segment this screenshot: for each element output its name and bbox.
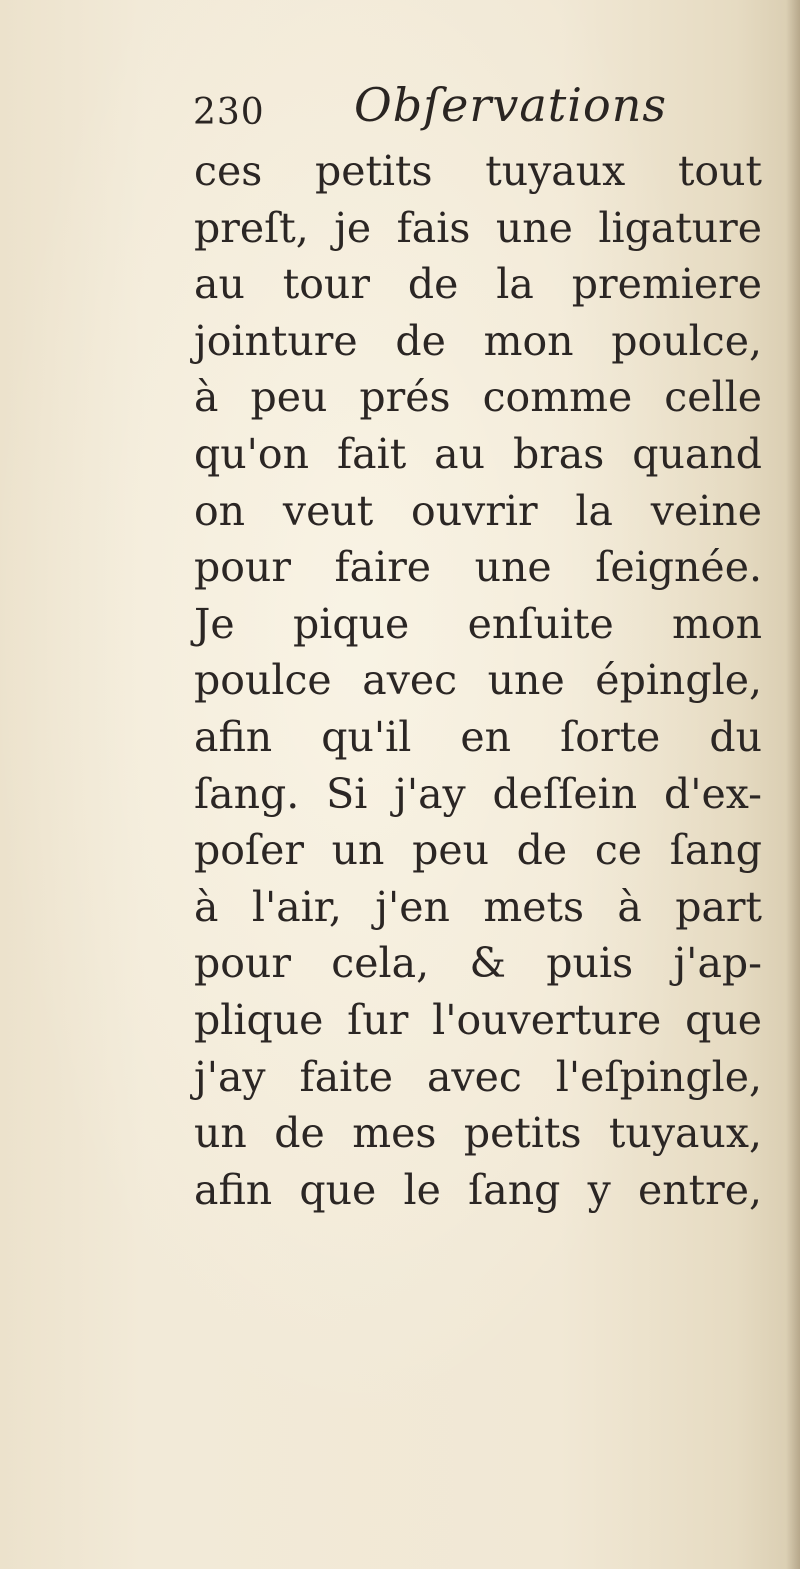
text-line: jointure de mon poulce,	[194, 316, 762, 365]
text-line: ſang. Si j'ay deſſein d'ex-	[194, 769, 762, 818]
text-line: à l'air, j'en mets à part	[194, 882, 762, 931]
text-line: on veut ouvrir la veine	[194, 486, 762, 535]
text-line: pour cela, & puis j'ap-	[194, 939, 762, 988]
text-line: afin que le ſang y entre,	[194, 1165, 762, 1214]
text-line: un de mes petits tuyaux,	[194, 1109, 762, 1158]
text-line: ces petits tuyaux tout	[194, 147, 762, 195]
page-number: 230	[193, 92, 265, 133]
text-line: plique ſur l'ouverture que	[194, 995, 762, 1044]
text-line: afin qu'il en ſorte du	[194, 712, 762, 761]
text-line: preſt, je fais une ligature	[194, 203, 762, 252]
text-line: j'ay faite avec l'eſpingle,	[194, 1052, 762, 1101]
text-line: au tour de la premiere	[194, 260, 762, 309]
text-line: pour faire une ſeignée.	[194, 543, 762, 592]
body-text	[194, 143, 762, 1218]
page-edge-shadow	[786, 0, 800, 1569]
running-title: Obſervations	[354, 78, 667, 132]
text-line: qu'on fait au bras quand	[194, 429, 762, 478]
running-head	[193, 78, 753, 134]
text-line: à peu prés comme celle	[194, 373, 762, 422]
text-line: poſer un peu de ce ſang	[194, 826, 762, 875]
text-line: Je pique enſuite mon	[194, 599, 762, 648]
text-line: poulce avec une épingle,	[194, 656, 762, 705]
